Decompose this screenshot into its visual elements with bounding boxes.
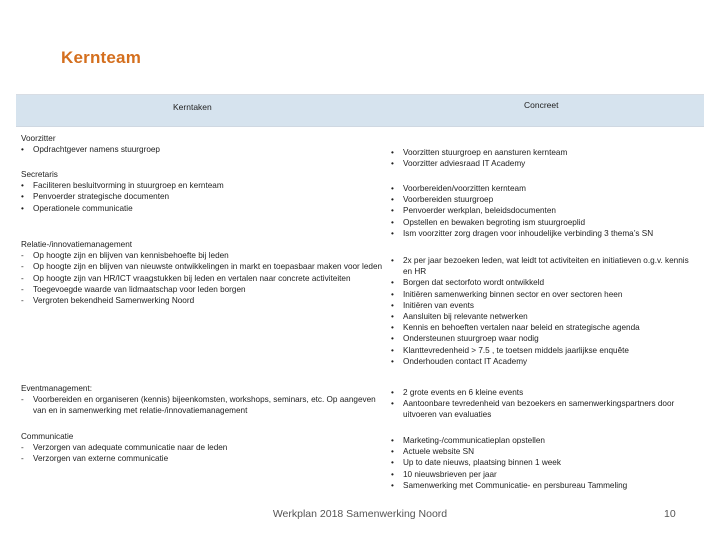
bullet-icon: • [391,458,394,468]
section-left-1 [21,169,389,214]
list-item-text: Vergroten bekendheid Samenwerking Noord [33,296,195,306]
list-item [391,446,696,457]
bullet-marker: • [21,145,24,155]
kerntaken-list [21,250,389,306]
list-item-text: Voorbereiden en organiseren (kennis) bijeenkomsten, workshops, seminars, etc. Op aangeven van en in samenwerking met relatie-/innovatiemanagement [33,395,376,416]
list-item-text: Aansluiten bij relevante netwerken [403,312,528,322]
bullet-icon: • [391,278,394,288]
section-right-2 [391,255,696,367]
bullet-icon: • [391,399,394,409]
bullet-icon: • [391,206,394,216]
list-item-text: Voorzitter adviesraad IT Academy [403,159,526,169]
list-item [391,277,696,288]
concreet-list [391,147,696,169]
kernteam-table [16,94,704,500]
list-item-text: Initiëren samenwerking binnen sector en over sectoren heen [403,289,623,299]
list-item [391,217,696,228]
list-item [391,398,696,420]
concreet-list [391,255,696,367]
list-item-text: Penvoerder strategische documenten [33,192,170,202]
list-item-text: Toegevoegde waarde van lidmaatschap voor leden borgen [33,284,246,294]
list-item-text: Kennis en behoeften vertalen naar beleid en strategische agenda [403,323,640,333]
bullet-icon: • [391,195,394,205]
bullet-icon: • [391,289,394,299]
bullet-icon: • [391,334,394,344]
list-item [391,469,696,480]
list-item [391,480,696,491]
list-item-text: Op hoogte zijn en blijven van nieuwste ontwikkelingen in markt en toepasbaar maken voor leden [33,262,383,272]
list-item [391,300,696,311]
bullet-marker: • [21,203,24,213]
list-item [21,250,389,261]
list-item [391,311,696,322]
list-item-text: Aantoonbare tevredenheid van bezoekers en samenwerkingspartners door uitvoeren van evaluaties [403,399,675,420]
list-item [391,435,696,446]
bullet-icon: • [391,148,394,157]
list-item-text: Verzorgen van adequate communicatie naar de leden [33,443,228,453]
list-item [21,453,389,464]
list-item [391,147,696,158]
concreet-list [391,183,696,239]
list-item-text: 2x per jaar bezoeken leden, wat leidt tot activiteiten en initiatieven o.g.v. kennis en HR [403,256,689,277]
concreet-list [391,387,696,421]
bullet-marker: • [21,181,24,191]
list-item [391,255,696,277]
bullet-marker: - [21,251,24,261]
list-item [391,158,696,169]
list-item-text: 10 nieuwsbrieven per jaar [403,469,497,479]
list-item-text: Faciliteren besluitvorming in stuurgroep en kernteam [33,181,224,191]
header-concreet: Concreet [524,100,559,110]
list-item [21,295,389,306]
list-item-text: Borgen dat sectorfoto wordt ontwikkeld [403,278,545,288]
bullet-marker: - [21,454,24,464]
kerntaken-list [21,180,389,214]
bullet-icon: • [391,300,394,310]
section-right-4 [391,435,696,491]
list-item-text: Verzorgen van externe communicatie [33,454,169,464]
kerntaken-list [21,144,389,155]
concreet-list [391,435,696,491]
list-item [391,457,696,468]
list-item [21,394,389,416]
list-item [21,284,389,295]
page-title: Kernteam [61,48,142,67]
list-item-text: Marketing-/communicatieplan opstellen [403,436,545,445]
list-item [21,203,389,214]
bullet-icon: • [391,323,394,333]
bullet-icon: • [391,256,394,265]
list-item [21,261,389,272]
list-item-text: Operationele communicatie [33,203,133,213]
section-left-0 [21,133,389,155]
list-item [21,180,389,191]
section-left-2 [21,239,389,306]
list-item [391,183,696,194]
bullet-icon: • [391,480,394,490]
section-title: Eventmanagement: [21,384,93,393]
list-item [21,144,389,155]
kerntaken-list [21,442,389,464]
list-item-text: 2 grote events en 6 kleine events [403,388,524,397]
section-title: Voorzitter [21,134,56,143]
section-right-1 [391,183,696,239]
list-item-text: Up to date nieuws, plaatsing binnen 1 week [403,458,561,468]
list-item [391,228,696,239]
list-item [391,356,696,367]
bullet-marker: - [21,395,24,405]
section-right-0 [391,147,696,169]
list-item [391,194,696,205]
page-number: 10 [664,508,676,520]
list-item-text: Opstellen en bewaken begroting ism stuurgroeplid [403,217,586,227]
list-item-text: Penvoerder werkplan, beleidsdocumenten [403,206,556,216]
section-title: Relatie-/innovatiemanagement [21,240,133,249]
bullet-icon: • [391,217,394,227]
bullet-icon: • [391,312,394,322]
list-item-text: Actuele website SN [403,447,474,457]
bullet-icon: • [391,388,394,397]
list-item [391,387,696,398]
list-item-text: Op hoogte zijn en blijven van kennisbehoefte bij leden [33,251,229,261]
list-item [21,273,389,284]
list-item-text: Onderhouden contact IT Academy [403,356,528,366]
section-title: Communicatie [21,432,74,441]
bullet-marker: - [21,284,24,294]
bullet-marker: - [21,262,24,272]
bullet-marker: - [21,273,24,283]
section-title: Secretaris [21,170,58,179]
table-header [16,95,704,127]
bullet-icon: • [391,228,394,238]
kerntaken-list [21,394,389,416]
list-item [21,191,389,202]
list-item-text: Voorzitten stuurgroep en aansturen kernteam [403,148,568,157]
list-item-text: Voorbereiden stuurgroep [403,195,494,205]
bullet-icon: • [391,447,394,457]
list-item-text: Opdrachtgever namens stuurgroep [33,145,160,155]
list-item-text: Klanttevredenheid > 7.5 , te toetsen middels jaarlijkse enquête [403,345,629,355]
bullet-icon: • [391,159,394,169]
list-item-text: Voorbereiden/voorzitten kernteam [403,184,526,193]
bullet-marker: - [21,443,24,453]
section-left-4 [21,431,389,465]
section-right-3 [391,387,696,421]
bullet-marker: - [21,296,24,306]
list-item [391,345,696,356]
list-item [391,205,696,216]
section-left-3 [21,383,389,417]
bullet-icon: • [391,469,394,479]
bullet-marker: • [21,192,24,202]
footer-text: Werkplan 2018 Samenwerking Noord [272,508,448,520]
list-item-text: Ism voorzitter zorg dragen voor inhoudelijke verbinding 3 thema’s SN [403,228,654,238]
list-item-text: Initiëren van events [403,300,475,310]
bullet-icon: • [391,184,394,193]
list-item [391,333,696,344]
header-kerntaken: Kerntaken [173,102,212,112]
bullet-icon: • [391,345,394,355]
list-item-text: Op hoogte zijn van HR/ICT vraagstukken bij leden en vertalen naar concrete activiteiten [33,273,351,283]
list-item-text: Samenwerking met Communicatie- en persbureau Tammeling [403,480,628,490]
list-item [391,289,696,300]
bullet-icon: • [391,356,394,366]
list-item-text: Ondersteunen stuurgroep waar nodig [403,334,539,344]
list-item [391,322,696,333]
bullet-icon: • [391,436,394,445]
list-item [21,442,389,453]
